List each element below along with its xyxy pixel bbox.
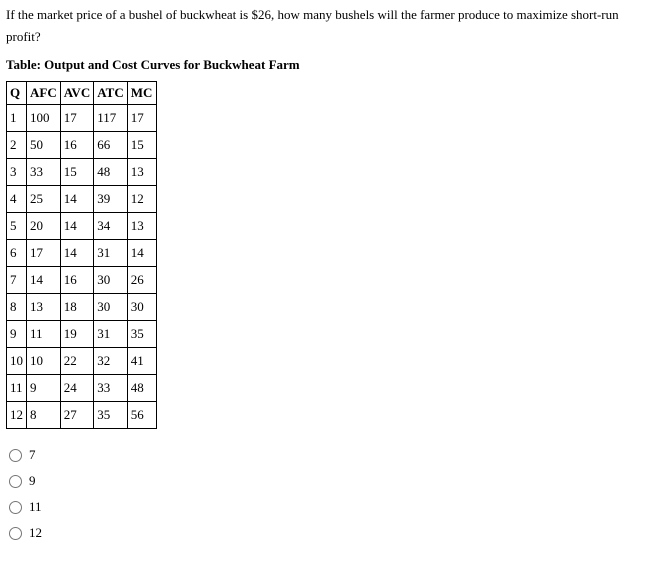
table-row — [7, 375, 157, 402]
table-cell-mc: 17 — [128, 105, 157, 132]
table-cell-avc: 24 — [61, 375, 95, 402]
table-cell-atc: 31 — [94, 321, 127, 348]
radio-button[interactable] — [9, 527, 22, 540]
table-cell-afc: 100 — [27, 105, 61, 132]
table-cell-mc: 48 — [128, 375, 157, 402]
table-cell-mc: 13 — [128, 159, 157, 186]
question-text: If the market price of a bushel of buckwheat is $26, how many bushels will the farmer produce to maximize short-run profit? — [6, 7, 619, 44]
table-cell-mc: 26 — [128, 267, 157, 294]
question-container — [6, 4, 651, 546]
table-cell-avc: 22 — [61, 348, 95, 375]
table-cell-atc: 39 — [94, 186, 127, 213]
table-cell-afc: 17 — [27, 240, 61, 267]
table-cell-q: 5 — [7, 213, 27, 240]
table-cell-afc: 9 — [27, 375, 61, 402]
header-q: Q — [7, 82, 27, 105]
table-row — [7, 186, 157, 213]
table-cell-mc: 13 — [128, 213, 157, 240]
header-atc: ATC — [94, 82, 127, 105]
table-cell-atc: 32 — [94, 348, 127, 375]
table-cell-afc: 50 — [27, 132, 61, 159]
table-cell-atc: 31 — [94, 240, 127, 267]
table-cell-atc: 117 — [94, 105, 127, 132]
table-cell-avc: 16 — [61, 132, 95, 159]
table-row — [7, 348, 157, 375]
answer-option[interactable] — [9, 520, 651, 546]
table-cell-avc: 18 — [61, 294, 95, 321]
table-cell-mc: 14 — [128, 240, 157, 267]
table-cell-q: 2 — [7, 132, 27, 159]
table-cell-mc: 41 — [128, 348, 157, 375]
table-cell-mc: 56 — [128, 402, 157, 429]
table-row — [7, 402, 157, 429]
table-cell-q: 7 — [7, 267, 27, 294]
table-cell-afc: 10 — [27, 348, 61, 375]
table-cell-q: 11 — [7, 375, 27, 402]
table-cell-avc: 14 — [61, 213, 95, 240]
option-label: 7 — [29, 447, 36, 462]
table-cell-afc: 25 — [27, 186, 61, 213]
table-header-row — [7, 82, 157, 105]
table-cell-atc: 35 — [94, 402, 127, 429]
table-row — [7, 321, 157, 348]
table-cell-q: 4 — [7, 186, 27, 213]
header-mc: MC — [128, 82, 157, 105]
table-cell-q: 1 — [7, 105, 27, 132]
table-cell-avc: 27 — [61, 402, 95, 429]
header-avc: AVC — [61, 82, 95, 105]
table-cell-q: 10 — [7, 348, 27, 375]
table-cell-afc: 8 — [27, 402, 61, 429]
table-cell-mc: 30 — [128, 294, 157, 321]
table-body — [7, 105, 157, 429]
radio-button[interactable] — [9, 475, 22, 488]
option-label: 11 — [29, 499, 42, 514]
table-cell-afc: 11 — [27, 321, 61, 348]
option-label: 12 — [29, 525, 42, 540]
table-cell-atc: 48 — [94, 159, 127, 186]
answer-options — [9, 442, 651, 546]
table-cell-atc: 66 — [94, 132, 127, 159]
table-cell-afc: 20 — [27, 213, 61, 240]
table-cell-avc: 15 — [61, 159, 95, 186]
table-title: Table: Output and Cost Curves for Buckwheat Farm — [6, 57, 300, 72]
table-cell-afc: 13 — [27, 294, 61, 321]
table-cell-avc: 16 — [61, 267, 95, 294]
table-cell-atc: 33 — [94, 375, 127, 402]
table-cell-afc: 33 — [27, 159, 61, 186]
radio-button[interactable] — [9, 449, 22, 462]
table-cell-avc: 14 — [61, 240, 95, 267]
table-row — [7, 159, 157, 186]
table-cell-avc: 19 — [61, 321, 95, 348]
table-cell-q: 3 — [7, 159, 27, 186]
table-cell-mc: 35 — [128, 321, 157, 348]
answer-option[interactable] — [9, 442, 651, 468]
option-label: 9 — [29, 473, 36, 488]
cost-table — [6, 81, 157, 429]
table-row — [7, 240, 157, 267]
table-row — [7, 105, 157, 132]
table-cell-q: 6 — [7, 240, 27, 267]
table-cell-q: 12 — [7, 402, 27, 429]
table-row — [7, 132, 157, 159]
table-cell-q: 8 — [7, 294, 27, 321]
table-cell-avc: 17 — [61, 105, 95, 132]
table-cell-afc: 14 — [27, 267, 61, 294]
header-afc: AFC — [27, 82, 61, 105]
table-cell-q: 9 — [7, 321, 27, 348]
table-cell-mc: 12 — [128, 186, 157, 213]
table-row — [7, 213, 157, 240]
answer-option[interactable] — [9, 468, 651, 494]
answer-option[interactable] — [9, 494, 651, 520]
table-row — [7, 267, 157, 294]
table-row — [7, 294, 157, 321]
table-cell-atc: 30 — [94, 294, 127, 321]
table-cell-avc: 14 — [61, 186, 95, 213]
table-cell-mc: 15 — [128, 132, 157, 159]
table-cell-atc: 34 — [94, 213, 127, 240]
radio-button[interactable] — [9, 501, 22, 514]
table-cell-atc: 30 — [94, 267, 127, 294]
